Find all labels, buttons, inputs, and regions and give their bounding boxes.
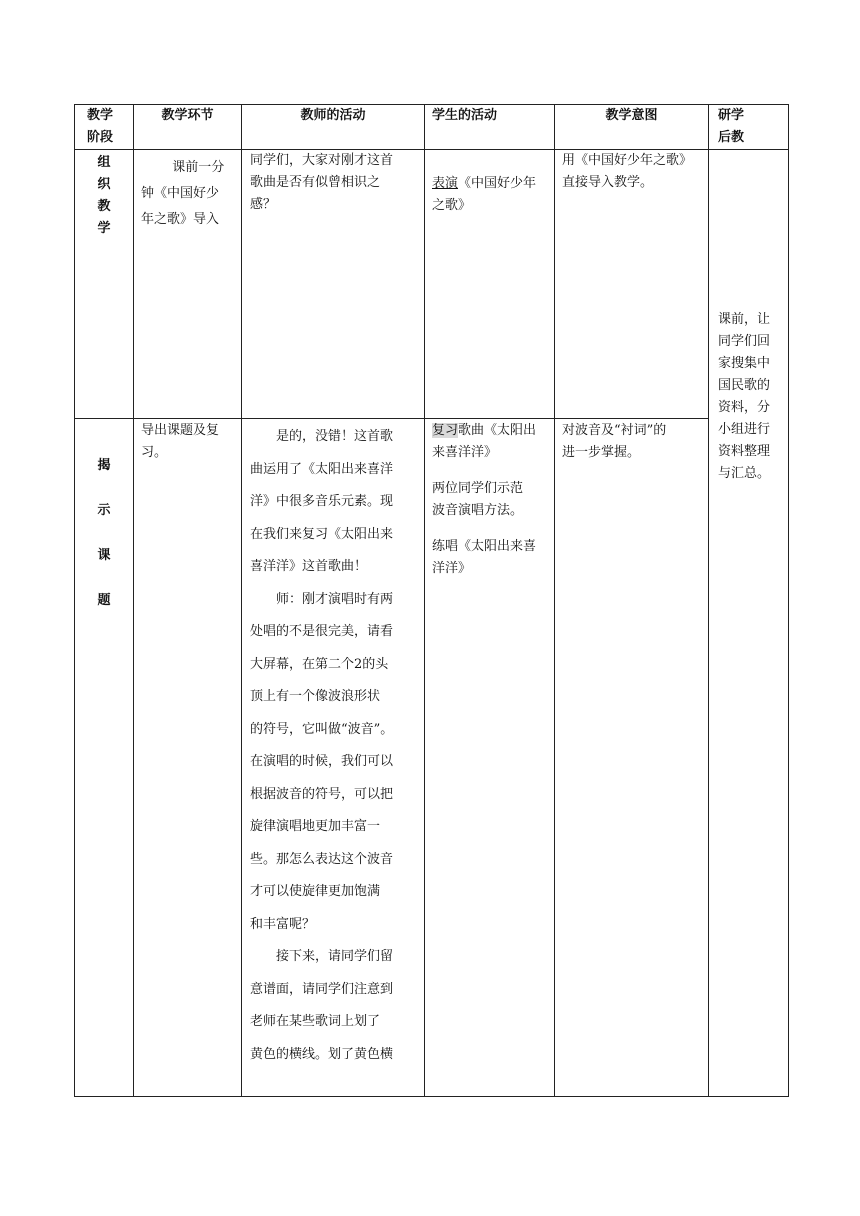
header-step: 教学环节	[161, 108, 214, 123]
table-col-divider-2	[241, 104, 242, 1097]
table-border-right	[788, 104, 789, 1097]
row1-intent-line: 直接导入教学。	[562, 175, 654, 190]
row1-student-line1	[432, 173, 552, 195]
row1-intent-line: 用《中国好少年之歌》	[562, 153, 693, 168]
header-stage-line1: 教学	[87, 108, 114, 123]
row1-stage-char: 学	[97, 221, 111, 236]
research-followup	[718, 309, 786, 485]
row1-step-line: 年之歌》导入	[141, 212, 220, 227]
row1-stage-char: 组	[97, 155, 111, 170]
row1-stage	[75, 152, 133, 240]
table-col-divider-3	[424, 104, 425, 1097]
research-line: 家搜集中	[718, 356, 771, 371]
row2-teacher-line: 些。那怎么表达这个波音	[250, 851, 394, 867]
row2-teacher-line: 洋》中很多音乐元素。现	[250, 494, 394, 509]
row2-teacher-line: 黄色的横线。划了黄色横	[250, 1046, 394, 1062]
row2-teacher-line: 处唱的不是很完美，请看	[250, 624, 394, 639]
row2-intent-line: 对波音及“衬词”的	[562, 423, 667, 438]
student-perform-rest: 《中国好少年	[458, 176, 537, 191]
row2-teacher-line: 在演唱的时候，我们可以	[250, 754, 394, 769]
row2-teacher-line: 的符号，它叫做“波音”。	[250, 721, 394, 737]
table-col-divider-1	[133, 104, 134, 1097]
row2-student-line2: 来喜洋洋》	[432, 445, 498, 460]
row2-intent-line: 进一步掌握。	[562, 445, 641, 460]
row1-student-line2: 之歌》	[432, 198, 472, 213]
row2-teacher-line: 是的，没错！这首歌	[276, 429, 394, 444]
row2-student-line1	[432, 420, 552, 442]
research-line: 课前，让	[718, 312, 771, 327]
row1-teacher-line: 感？	[250, 197, 277, 212]
research-line: 资料，分	[718, 400, 771, 415]
student-perform-underlined: 表演	[432, 176, 459, 191]
research-line: 与汇总。	[718, 466, 771, 481]
row2-teacher-line: 根据波音的符号，可以把	[250, 786, 394, 802]
row2-teacher-line: 旋律演唱地更加丰富一	[250, 819, 381, 834]
header-teacher: 教师的活动	[300, 108, 366, 123]
row1-teaching-intent	[562, 150, 707, 194]
row2-teacher-line: 大屏幕，在第二个2的头	[250, 656, 389, 672]
row2-step	[141, 420, 239, 464]
row2-teacher-line: 喜洋洋》这首歌曲！	[250, 559, 368, 574]
row2-teacher-line: 在我们来复习《太阳出来	[250, 526, 394, 542]
row2-student-demo-line: 两位同学们示范	[432, 481, 524, 496]
row2-teacher-line: 才可以使旋律更加饱满	[250, 884, 381, 899]
row1-step-line: 钟《中国好少	[141, 186, 220, 201]
row2-stage-char: 揭	[97, 458, 111, 473]
research-line: 同学们回	[718, 334, 771, 349]
table-col-divider-4	[554, 104, 555, 1097]
row2-teacher-line: 顶上有一个像波浪形状	[250, 689, 381, 704]
table-row-divider	[74, 418, 708, 419]
row2-teacher-line: 接下来，请同学们留	[276, 949, 394, 964]
header-research-line2: 后教	[718, 130, 745, 145]
header-intent: 教学意图	[605, 108, 658, 123]
student-review-highlight: 复习	[432, 423, 459, 438]
row2-stage-char: 题	[97, 593, 111, 608]
table-col-divider-5	[708, 104, 709, 1097]
table-border-bottom	[74, 1096, 789, 1097]
header-student: 学生的活动	[432, 108, 498, 123]
row2-student-practice-line: 洋洋》	[432, 561, 472, 576]
research-line: 国民歌的	[718, 378, 771, 393]
row2-step-line: 导出课题及复	[141, 423, 220, 438]
row1-stage-char: 织	[97, 177, 111, 192]
row1-teacher-line: 歌曲是否有似曾相识之	[250, 175, 381, 190]
row2-student-activity	[432, 420, 552, 580]
row2-stage-char: 示	[97, 503, 111, 518]
row1-stage-char: 教	[97, 199, 111, 214]
row2-stage	[75, 443, 133, 623]
row1-step-line: 课前一分	[172, 160, 225, 175]
row2-teacher-line: 老师在某些歌词上划了	[250, 1014, 381, 1029]
header-stage	[87, 105, 131, 149]
research-line: 小组进行	[718, 422, 771, 437]
research-line: 资料整理	[718, 444, 771, 459]
row2-teacher-line: 师：刚才演唱时有两	[276, 591, 394, 607]
row2-student-practice-line: 练唱《太阳出来喜	[432, 539, 537, 554]
row2-stage-char: 课	[97, 548, 111, 563]
header-research-line1: 研学	[718, 108, 745, 123]
header-research	[718, 105, 786, 149]
row1-teacher-line: 同学们，大家对刚才这首	[250, 153, 394, 168]
row1-teacher-activity	[250, 150, 422, 216]
row2-teacher-activity	[250, 421, 422, 1071]
row2-teacher-line: 曲运用了《太阳出来喜洋	[250, 461, 394, 477]
student-review-rest: 歌曲《太阳出	[458, 423, 537, 438]
row2-teacher-line: 意谱面，请同学们注意到	[250, 981, 394, 997]
header-stage-line2: 阶段	[87, 130, 114, 145]
row2-student-demo-line: 波音演唱方法。	[432, 503, 524, 518]
row2-step-line: 习。	[141, 445, 168, 460]
row2-teacher-line: 和丰富呢？	[250, 916, 316, 932]
row1-step	[141, 155, 239, 233]
row1-student-activity	[432, 173, 552, 217]
row2-teaching-intent	[562, 420, 707, 464]
